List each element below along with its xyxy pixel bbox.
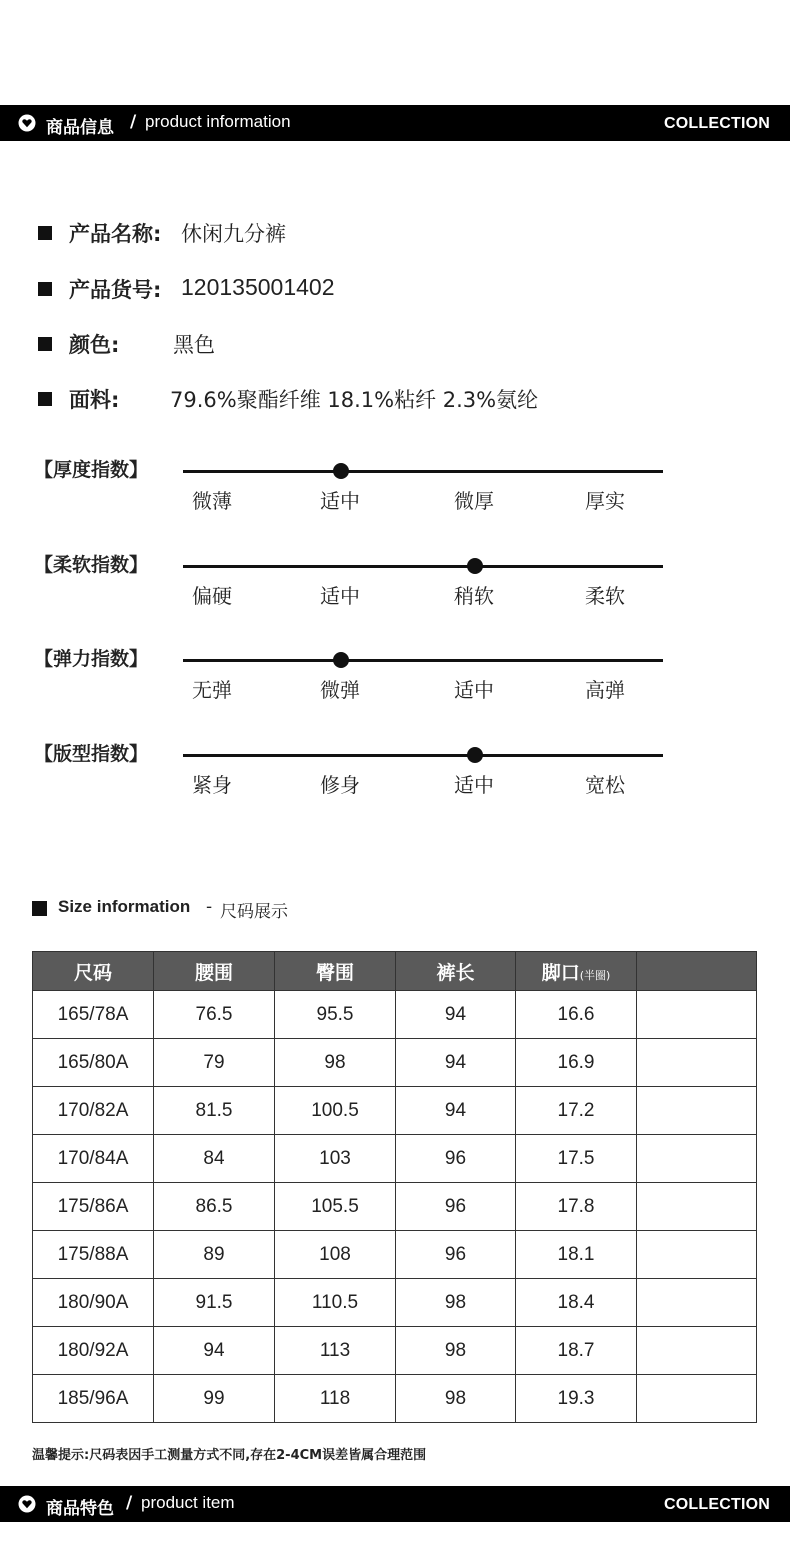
cell-hem: 16.9 xyxy=(516,1039,637,1087)
cell-empty xyxy=(637,1183,757,1231)
info-value: 79.6%聚酯纤维 18.1%粘纤 2.3%氨纶 xyxy=(170,388,539,412)
bullet-square xyxy=(38,392,52,406)
header-hip: 臀围 xyxy=(275,952,396,991)
cell-hip: 103 xyxy=(275,1135,396,1183)
cell-size: 180/92A xyxy=(33,1327,154,1375)
collection-label: COLLECTION xyxy=(664,1496,770,1513)
cell-hip: 95.5 xyxy=(275,991,396,1039)
cell-empty xyxy=(637,991,757,1039)
table-row xyxy=(33,991,757,1039)
cell-waist: 76.5 xyxy=(154,991,275,1039)
section-header-bar xyxy=(0,1486,790,1522)
header-empty xyxy=(637,952,757,991)
size-title-dash: - xyxy=(206,897,213,917)
cell-hem: 16.6 xyxy=(516,991,637,1039)
cell-size: 175/86A xyxy=(33,1183,154,1231)
size-table xyxy=(32,951,757,1423)
cell-size: 165/80A xyxy=(33,1039,154,1087)
table-row xyxy=(33,1135,757,1183)
section-title-separator: / xyxy=(130,112,137,132)
header-size: 尺码 xyxy=(33,952,154,991)
info-label: 颜色: xyxy=(69,333,120,357)
bullet-square xyxy=(38,226,52,240)
scale-track xyxy=(183,565,663,568)
table-row xyxy=(33,1231,757,1279)
scale-option: 适中 xyxy=(454,773,494,797)
table-row xyxy=(33,1375,757,1423)
cell-size: 175/88A xyxy=(33,1231,154,1279)
scale-option: 适中 xyxy=(320,489,360,513)
scale-option: 柔软 xyxy=(585,584,625,608)
cell-hem: 17.8 xyxy=(516,1183,637,1231)
cell-length: 98 xyxy=(396,1279,516,1327)
cell-empty xyxy=(637,1087,757,1135)
cell-size: 180/90A xyxy=(33,1279,154,1327)
cell-length: 94 xyxy=(396,1039,516,1087)
scale-option: 偏硬 xyxy=(192,584,232,608)
cell-empty xyxy=(637,1231,757,1279)
cell-hem: 19.3 xyxy=(516,1375,637,1423)
scale-title: 【厚度指数】 xyxy=(34,459,149,481)
table-row xyxy=(33,1087,757,1135)
cell-hip: 113 xyxy=(275,1327,396,1375)
cell-hem: 18.1 xyxy=(516,1231,637,1279)
cell-length: 94 xyxy=(396,1087,516,1135)
header-waist: 腰围 xyxy=(154,952,275,991)
cell-empty xyxy=(637,1135,757,1183)
table-row xyxy=(33,1183,757,1231)
scale-option: 稍软 xyxy=(454,584,494,608)
scale-elasticity xyxy=(0,644,790,704)
section-title-cn: 商品信息 xyxy=(46,118,114,138)
cell-waist: 86.5 xyxy=(154,1183,275,1231)
scale-option: 紧身 xyxy=(192,773,232,797)
cell-length: 94 xyxy=(396,991,516,1039)
cell-hip: 108 xyxy=(275,1231,396,1279)
scale-option: 微厚 xyxy=(454,489,494,513)
bullet-square xyxy=(38,282,52,296)
bullet-square xyxy=(38,337,52,351)
cell-empty xyxy=(637,1039,757,1087)
cell-waist: 79 xyxy=(154,1039,275,1087)
scale-option: 无弹 xyxy=(192,678,232,702)
bullet-square xyxy=(32,901,47,916)
section-title-en: product item xyxy=(141,1493,235,1512)
cell-hem: 17.2 xyxy=(516,1087,637,1135)
cell-length: 98 xyxy=(396,1327,516,1375)
info-label: 产品名称: xyxy=(69,222,162,246)
scale-option: 微薄 xyxy=(192,489,232,513)
info-row-color xyxy=(38,329,638,359)
cell-size: 170/82A xyxy=(33,1087,154,1135)
cell-hip: 110.5 xyxy=(275,1279,396,1327)
scale-option: 厚实 xyxy=(585,489,625,513)
table-row xyxy=(33,1279,757,1327)
cell-empty xyxy=(637,1279,757,1327)
info-label: 面料: xyxy=(69,388,120,412)
scale-option: 微弹 xyxy=(320,678,360,702)
cell-size: 170/84A xyxy=(33,1135,154,1183)
header-length: 裤长 xyxy=(396,952,516,991)
info-value: 黑色 xyxy=(173,333,215,357)
scale-indicator xyxy=(467,747,483,763)
section-title-cn: 商品特色 xyxy=(46,1499,114,1519)
info-label: 产品货号: xyxy=(69,278,162,302)
heart-icon xyxy=(18,114,36,132)
info-row-name xyxy=(38,218,638,248)
header-hem-note: (半圈) xyxy=(579,968,611,982)
section-header-bar xyxy=(0,105,790,141)
section-title-separator: / xyxy=(126,1493,133,1513)
cell-hip: 105.5 xyxy=(275,1183,396,1231)
scale-indicator xyxy=(467,558,483,574)
heart-icon xyxy=(18,1495,36,1513)
scale-option: 宽松 xyxy=(585,773,625,797)
sizing-tip: 温馨提示:尺码表因手工测量方式不同,存在2-4CM误差皆属合理范围 xyxy=(32,1448,427,1463)
cell-hip: 98 xyxy=(275,1039,396,1087)
scale-track xyxy=(183,659,663,662)
scale-thickness xyxy=(0,455,790,515)
cell-length: 96 xyxy=(396,1135,516,1183)
cell-waist: 81.5 xyxy=(154,1087,275,1135)
scale-indicator xyxy=(333,463,349,479)
scale-option: 修身 xyxy=(320,773,360,797)
header-hem-label: 脚口 xyxy=(541,961,580,984)
cell-length: 96 xyxy=(396,1231,516,1279)
info-value: 120135001402 xyxy=(181,274,335,300)
scale-softness xyxy=(0,550,790,610)
table-row xyxy=(33,1039,757,1087)
scale-fit xyxy=(0,739,790,799)
scale-title: 【弹力指数】 xyxy=(34,648,149,670)
cell-empty xyxy=(637,1375,757,1423)
scale-title: 【版型指数】 xyxy=(34,743,149,765)
collection-label: COLLECTION xyxy=(664,115,770,132)
cell-size: 185/96A xyxy=(33,1375,154,1423)
scale-track xyxy=(183,470,663,473)
size-table-header-row xyxy=(33,952,757,991)
size-title-en: Size information xyxy=(58,897,191,916)
cell-length: 98 xyxy=(396,1375,516,1423)
cell-waist: 94 xyxy=(154,1327,275,1375)
cell-hem: 17.5 xyxy=(516,1135,637,1183)
info-row-sku xyxy=(38,274,638,304)
scale-option: 适中 xyxy=(320,584,360,608)
scale-track xyxy=(183,754,663,757)
cell-waist: 84 xyxy=(154,1135,275,1183)
cell-waist: 99 xyxy=(154,1375,275,1423)
table-row xyxy=(33,1327,757,1375)
info-value: 休闲九分裤 xyxy=(181,222,286,246)
cell-length: 96 xyxy=(396,1183,516,1231)
header-hem xyxy=(516,952,637,991)
info-row-fabric xyxy=(38,384,758,414)
cell-waist: 89 xyxy=(154,1231,275,1279)
scale-indicator xyxy=(333,652,349,668)
size-title-cn: 尺码展示 xyxy=(220,902,288,922)
scale-option: 适中 xyxy=(454,678,494,702)
cell-waist: 91.5 xyxy=(154,1279,275,1327)
scale-option: 高弹 xyxy=(585,678,625,702)
cell-empty xyxy=(637,1327,757,1375)
size-table-body xyxy=(33,991,757,1423)
cell-hip: 100.5 xyxy=(275,1087,396,1135)
cell-size: 165/78A xyxy=(33,991,154,1039)
cell-hip: 118 xyxy=(275,1375,396,1423)
cell-hem: 18.7 xyxy=(516,1327,637,1375)
cell-hem: 18.4 xyxy=(516,1279,637,1327)
scale-title: 【柔软指数】 xyxy=(34,554,149,576)
section-title-en: product information xyxy=(145,112,291,131)
